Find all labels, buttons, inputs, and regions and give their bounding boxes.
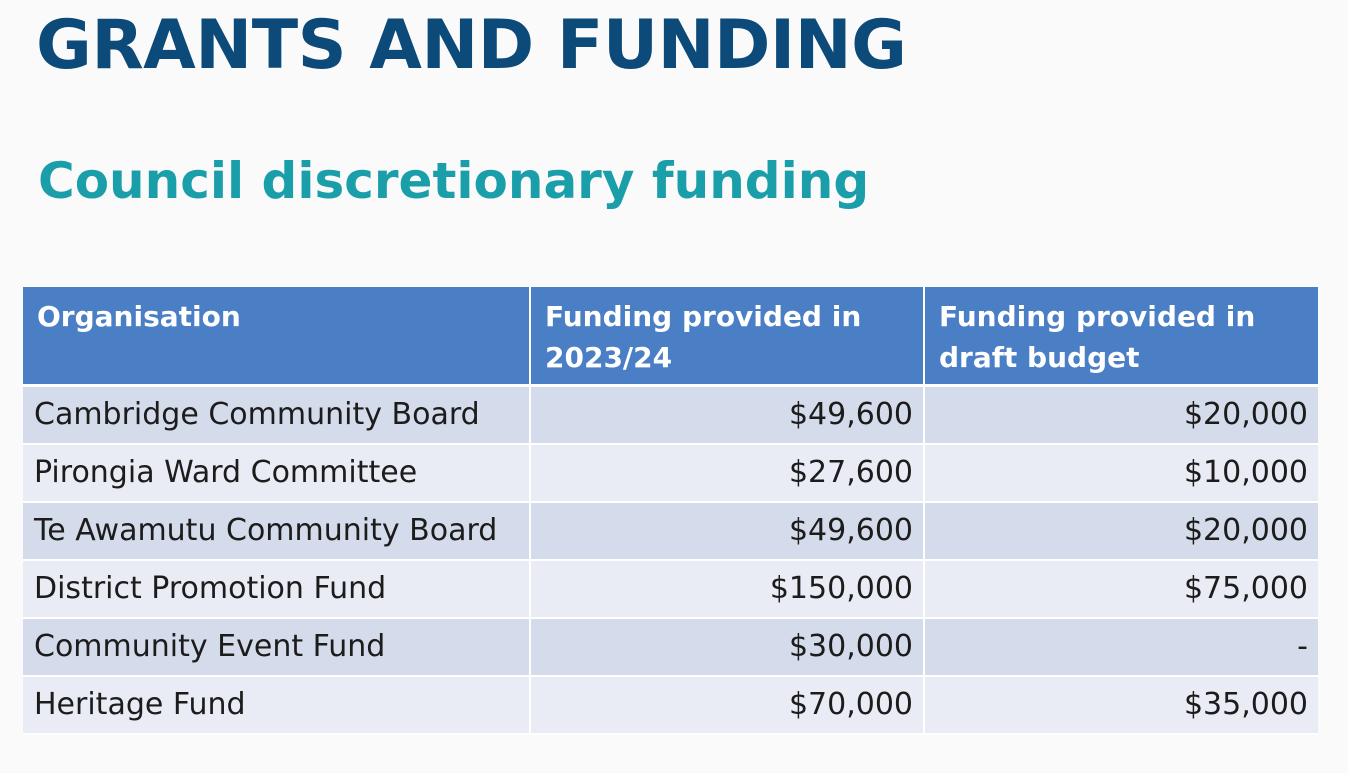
table-row <box>23 444 1318 502</box>
column-header-funding-draft-budget: Funding provided in draft budget <box>924 287 1318 386</box>
funding-draft-budget-cell: $20,000 <box>924 502 1318 560</box>
table-row <box>23 386 1318 444</box>
funding-draft-budget-cell: $35,000 <box>924 676 1318 734</box>
funding-2023-24-cell: $49,600 <box>530 386 924 444</box>
funding-table <box>23 287 1318 735</box>
organisation-cell: Te Awamutu Community Board <box>23 502 530 560</box>
funding-2023-24-cell: $70,000 <box>530 676 924 734</box>
table-row <box>23 676 1318 734</box>
organisation-cell: Pirongia Ward Committee <box>23 444 530 502</box>
organisation-cell: District Promotion Fund <box>23 560 530 618</box>
column-header-funding-2023-24: Funding provided in 2023/24 <box>530 287 924 386</box>
funding-draft-budget-cell: $10,000 <box>924 444 1318 502</box>
funding-2023-24-cell: $49,600 <box>530 502 924 560</box>
slide-subtitle: Council discretionary funding <box>38 152 870 210</box>
funding-draft-budget-cell: $20,000 <box>924 386 1318 444</box>
slide-title: GRANTS AND FUNDING <box>36 6 907 85</box>
organisation-cell: Heritage Fund <box>23 676 530 734</box>
table-row <box>23 560 1318 618</box>
funding-draft-budget-cell: $75,000 <box>924 560 1318 618</box>
funding-2023-24-cell: $30,000 <box>530 618 924 676</box>
table-row <box>23 618 1318 676</box>
organisation-cell: Cambridge Community Board <box>23 386 530 444</box>
table-header-row <box>23 287 1318 386</box>
table-row <box>23 502 1318 560</box>
funding-2023-24-cell: $27,600 <box>530 444 924 502</box>
funding-2023-24-cell: $150,000 <box>530 560 924 618</box>
funding-draft-budget-cell: - <box>924 618 1318 676</box>
organisation-cell: Community Event Fund <box>23 618 530 676</box>
column-header-organisation: Organisation <box>23 287 530 386</box>
